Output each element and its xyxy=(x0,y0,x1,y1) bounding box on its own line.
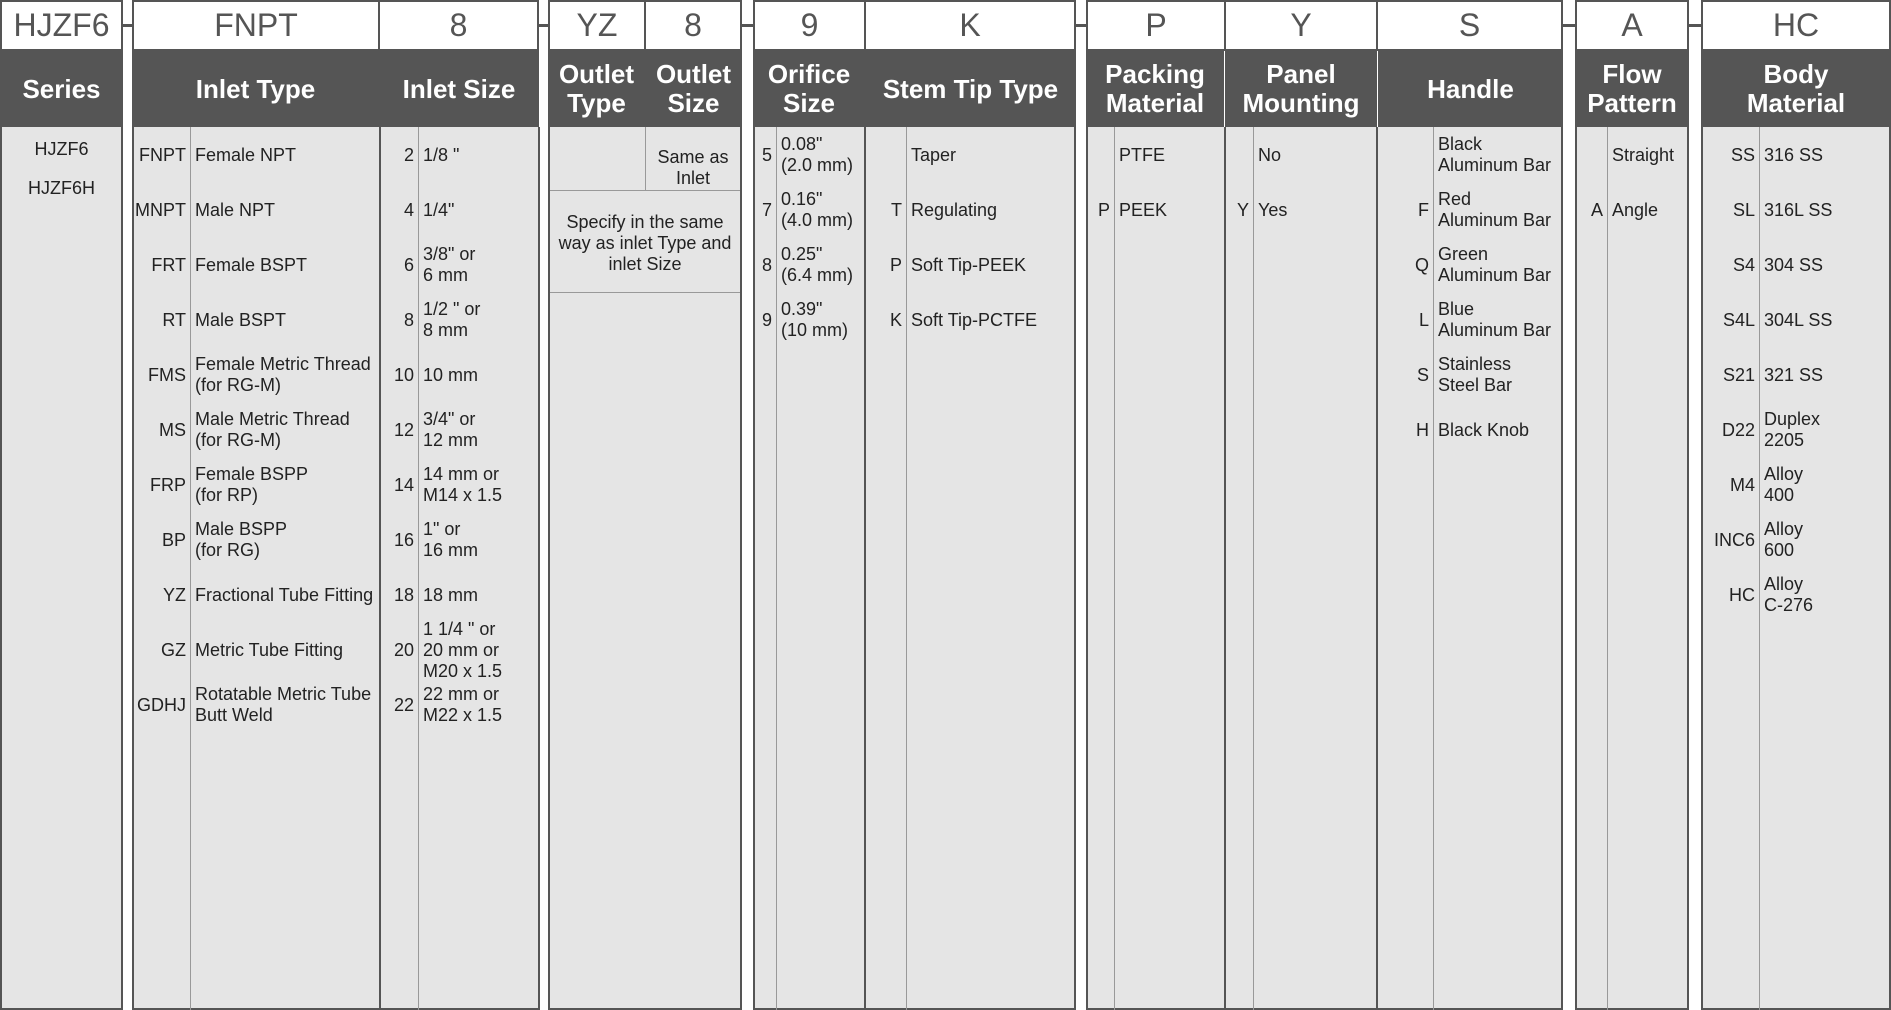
inlet-size-option-code: 12 xyxy=(393,419,414,440)
stem-tip-option-label: Soft Tip-PEEK xyxy=(911,254,1027,275)
panel-option-code: Y xyxy=(1236,199,1249,220)
orifice-option-label: 0.08" (2.0 mm) xyxy=(781,134,853,175)
stem-tip-option-code: T xyxy=(891,199,902,220)
inlet-type-header: Inlet Type xyxy=(132,51,379,127)
inlet-type-option-code: RT xyxy=(162,309,186,330)
inlet-size-option-code: 4 xyxy=(403,199,414,220)
orifice-option-label: 0.16" (4.0 mm) xyxy=(781,189,853,230)
outlet-type-code: YZ xyxy=(548,0,646,51)
orifice-option-code: 8 xyxy=(761,254,772,275)
stem-tip-option-code: P xyxy=(889,254,902,275)
packing-option-code: P xyxy=(1097,199,1110,220)
flow-option-label: Angle xyxy=(1612,199,1659,220)
body-material-option-code: M4 xyxy=(1729,474,1755,495)
handle-option-code: S xyxy=(1416,364,1429,385)
packing-header: Packing Material xyxy=(1086,51,1224,127)
stem-tip-option-code xyxy=(866,144,906,167)
inlet-size-option-code: 22 xyxy=(393,694,414,715)
handle-option-label: Stainless Steel Bar xyxy=(1438,354,1513,395)
inlet-size-option-label: 1/2 " or 8 mm xyxy=(423,299,481,340)
inlet-size-option-code: 16 xyxy=(393,529,414,550)
body-material-option-label: Duplex 2205 xyxy=(1764,409,1821,450)
handle-code: S xyxy=(1376,0,1563,51)
flow-option-code: A xyxy=(1590,199,1603,220)
handle-option-code xyxy=(1378,133,1433,177)
stem-tip-code: K xyxy=(864,0,1076,51)
body-material-option-label: Alloy 600 xyxy=(1764,519,1804,560)
body-material-option-label: 304 SS xyxy=(1764,254,1824,275)
packing-option-code xyxy=(1088,144,1114,167)
inlet-type-option-label: Male NPT xyxy=(195,199,276,220)
inlet-type-option-label: Female BSPT xyxy=(195,254,308,275)
inlet-size-option-label: 22 mm or M22 x 1.5 xyxy=(423,684,503,725)
inlet-size-option-label: 3/8" or 6 mm xyxy=(423,244,476,285)
inlet-type-code: FNPT xyxy=(132,0,380,51)
flow-option-code xyxy=(1577,144,1607,167)
orifice-option-label: 0.39" (10 mm) xyxy=(781,299,848,340)
body-material-option-code: SL xyxy=(1732,199,1755,220)
series-item: HJZF6H xyxy=(28,177,95,198)
stem-tip-option-code: K xyxy=(889,309,902,330)
inlet-type-option-code: YZ xyxy=(162,584,186,605)
packing-code: P xyxy=(1086,0,1226,51)
inlet-type-option-code: BP xyxy=(161,529,186,550)
inlet-size-option-label: 14 mm or M14 x 1.5 xyxy=(423,464,503,505)
inlet-size-option-code: 10 xyxy=(393,364,414,385)
body-material-option-code: SS xyxy=(1730,144,1755,165)
outlet-size-code: 8 xyxy=(644,0,742,51)
outlet-note: Specify in the same way as inlet Type and inlet Size xyxy=(558,211,732,274)
panel-option-code xyxy=(1226,144,1253,167)
inlet-type-option-label: Male BSPP (for RG) xyxy=(195,519,288,560)
outlet-size-header: Outlet Size xyxy=(645,51,742,127)
connector-dash xyxy=(1561,24,1576,27)
body-material-option-code: INC6 xyxy=(1713,529,1755,550)
orifice-code: 9 xyxy=(753,0,866,51)
body-material-option-label: 316 SS xyxy=(1764,144,1824,165)
inlet-type-option-code: FRT xyxy=(151,254,186,275)
inlet-size-option-code: 8 xyxy=(403,309,414,330)
stem-tip-option-label: Soft Tip-PCTFE xyxy=(911,309,1038,330)
body-material-option-code: S4 xyxy=(1732,254,1755,275)
inlet-type-option-label: Male Metric Thread (for RG-M) xyxy=(195,409,350,450)
flow-header: Flow Pattern xyxy=(1575,51,1689,127)
handle-option-code: H xyxy=(1416,419,1429,440)
body-material-option-code: S4L xyxy=(1722,309,1755,330)
body-material-header: Body Material xyxy=(1701,51,1891,127)
outlet-type-header: Outlet Type xyxy=(548,51,645,127)
inlet-type-option-label: Fractional Tube Fitting xyxy=(195,584,374,605)
outlet-same-as-inlet: Same as Inlet xyxy=(657,147,729,188)
body-material-option-label: 321 SS xyxy=(1764,364,1824,385)
handle-option-label: Green Aluminum Bar xyxy=(1438,244,1552,285)
series-header: Series xyxy=(0,51,123,127)
inlet-type-option-label: Female NPT xyxy=(195,144,297,165)
handle-option-label: Black Aluminum Bar xyxy=(1438,134,1552,175)
body-material-option-label: 304L SS xyxy=(1764,309,1833,330)
handle-header: Handle xyxy=(1378,51,1563,127)
handle-option-label: Blue Aluminum Bar xyxy=(1438,299,1552,340)
inlet-size-option-code: 18 xyxy=(393,584,414,605)
series-code: HJZF6 xyxy=(0,0,123,51)
stem-tip-option-label: Regulating xyxy=(911,199,998,220)
body-material-option-code: HC xyxy=(1729,584,1755,605)
handle-option-code: L xyxy=(1418,309,1429,330)
series-item: HJZF6 xyxy=(34,138,89,159)
inlet-type-option-label: Metric Tube Fitting xyxy=(195,639,344,660)
inlet-size-option-label: 3/4" or 12 mm xyxy=(423,409,479,450)
body-material-option-code: S21 xyxy=(1722,364,1755,385)
inlet-type-option-label: Female Metric Thread (for RG-M) xyxy=(195,354,371,395)
orifice-option-code: 9 xyxy=(761,309,772,330)
body-material-code: HC xyxy=(1701,0,1891,51)
connector-dash xyxy=(1688,24,1702,27)
orifice-option-label: 0.25" (6.4 mm) xyxy=(781,244,853,285)
orifice-option-code: 7 xyxy=(761,199,772,220)
packing-option-label: PTFE xyxy=(1119,144,1166,165)
inlet-type-option-code: FMS xyxy=(148,364,186,385)
handle-option-label: Black Knob xyxy=(1438,419,1530,440)
inlet-size-option-label: 1" or 16 mm xyxy=(423,519,479,560)
stem-tip-header: Stem Tip Type xyxy=(865,51,1076,127)
panel-header: Panel Mounting xyxy=(1225,51,1377,127)
inlet-size-option-code: 2 xyxy=(403,144,414,165)
connector-dash xyxy=(740,24,754,27)
inlet-type-option-code: GZ xyxy=(161,639,186,660)
inlet-type-option-label: Female BSPP (for RP) xyxy=(195,464,309,505)
handle-option-label: Red Aluminum Bar xyxy=(1438,189,1552,230)
inlet-size-option-code: 14 xyxy=(393,474,414,495)
inlet-size-header: Inlet Size xyxy=(379,51,539,127)
inlet-size-option-label: 1 1/4 " or 20 mm or M20 x 1.5 xyxy=(423,618,503,681)
handle-option-code: Q xyxy=(1414,254,1429,275)
inlet-size-option-label: 10 mm xyxy=(423,364,479,385)
panel-code: Y xyxy=(1224,0,1378,51)
orifice-option-code: 5 xyxy=(761,144,772,165)
inlet-size-option-code: 20 xyxy=(393,639,414,660)
inlet-type-option-code: MNPT xyxy=(135,199,186,220)
body-material-option-label: Alloy 400 xyxy=(1764,464,1804,505)
stem-tip-option-label: Taper xyxy=(911,144,957,165)
inlet-size-option-label: 1/4" xyxy=(423,199,455,220)
body-material-option-label: 316L SS xyxy=(1764,199,1833,220)
inlet-type-option-code: FNPT xyxy=(139,144,186,165)
panel-option-label: Yes xyxy=(1258,199,1288,220)
inlet-type-option-code: FRP xyxy=(150,474,186,495)
packing-option-label: PEEK xyxy=(1119,199,1168,220)
body-material-option-code: D22 xyxy=(1721,419,1755,440)
inlet-type-option-code: MS xyxy=(159,419,186,440)
body-material-option-label: Alloy C-276 xyxy=(1764,574,1814,615)
inlet-type-option-label: Rotatable Metric Tube Butt Weld xyxy=(195,684,372,725)
inlet-type-option-code: GDHJ xyxy=(137,694,186,715)
inlet-size-code: 8 xyxy=(378,0,539,51)
inlet-size-option-code: 6 xyxy=(403,254,414,275)
handle-option-code: F xyxy=(1418,199,1429,220)
flow-code: A xyxy=(1575,0,1689,51)
inlet-type-option-label: Male BSPT xyxy=(195,309,287,330)
orifice-header: Orifice Size xyxy=(753,51,865,127)
inlet-size-option-label: 1/8 " xyxy=(423,144,460,165)
inlet-size-option-label: 18 mm xyxy=(423,584,479,605)
flow-option-label: Straight xyxy=(1612,144,1675,165)
panel-option-label: No xyxy=(1258,144,1282,165)
